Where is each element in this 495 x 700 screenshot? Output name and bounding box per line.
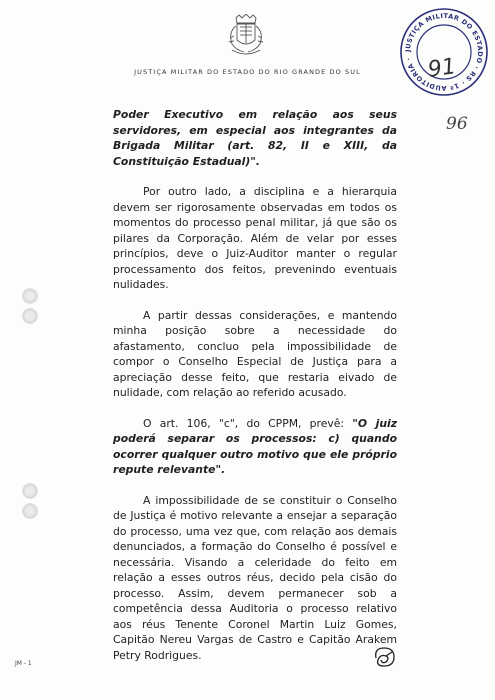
punch-hole (22, 503, 38, 519)
paragraph-4-intro: O art. 106, "c", do CPPM, prevê: (143, 416, 353, 430)
signature-rubric-icon (370, 644, 400, 670)
punch-hole (22, 483, 38, 499)
punch-hole (22, 308, 38, 324)
paragraph-5: A impossibilidade de se constituir o Conselho de Justiça é motivo relevante a ensejar a separação do processo, uma vez que, com relação aos demais denunciados, a formação do Conselho é possível e necessária. Visando a celeridade do feito em relação a esses outros réus, decido pela cisão do processo. Assim, devem permanecer sob a competência dessa Auditoria o processo relativo aos réus Tenente Coronel Martin Luiz Gomes, Capitão Nereu Vargas de Castro e Capitão Arakem Petry Rodrigues. (113, 493, 397, 662)
paragraph-2: Por outro lado, a disciplina e a hierarquia devem ser rigorosamente observadas em todos os momentos do processo penal militar, já que são os pilares da Corporação. Além de velar por esses princípios, deve o Juiz-Auditor manter o regular processamento dos feitos, prevenindo eventuais nulidades. (113, 185, 397, 291)
punch-hole (22, 288, 38, 304)
paragraph-1: Poder Executivo em relação aos seus servidores, em especial aos integrantes da Brigada Militar (art. 82, II e XIII, da Constituição Estadual)". (113, 108, 397, 168)
state-crest-icon (226, 14, 266, 58)
paragraph-3: A partir dessas considerações, e mantendo minha posição sobre a necessidade do afastamento, concluo pela impossibilidade de compor o Conselho Especial de Justiça para a apreciação desse feito, que restaria eivado de nulidade, com relação ao referido acusado. (113, 308, 397, 399)
stamp-text: JUSTIÇA MILITAR DO ESTADO · RS · 1ª AUDITORIA · (403, 11, 485, 93)
institution-name: JUSTIÇA MILITAR DO ESTADO DO RIO GRANDE DO SUL (134, 68, 361, 76)
page-number: 91 (426, 54, 458, 83)
auditoria-stamp-icon (398, 6, 490, 98)
paragraph-4 (113, 416, 397, 478)
document-body (113, 107, 397, 678)
handwritten-initials: 96 (446, 114, 468, 134)
paragraph-4-quote: "O juiz poderá separar os processos: c) quando ocorrer qualquer outro motivo que ele próprio repute relevante". (113, 416, 398, 476)
form-code: JM - 1 (15, 660, 32, 667)
